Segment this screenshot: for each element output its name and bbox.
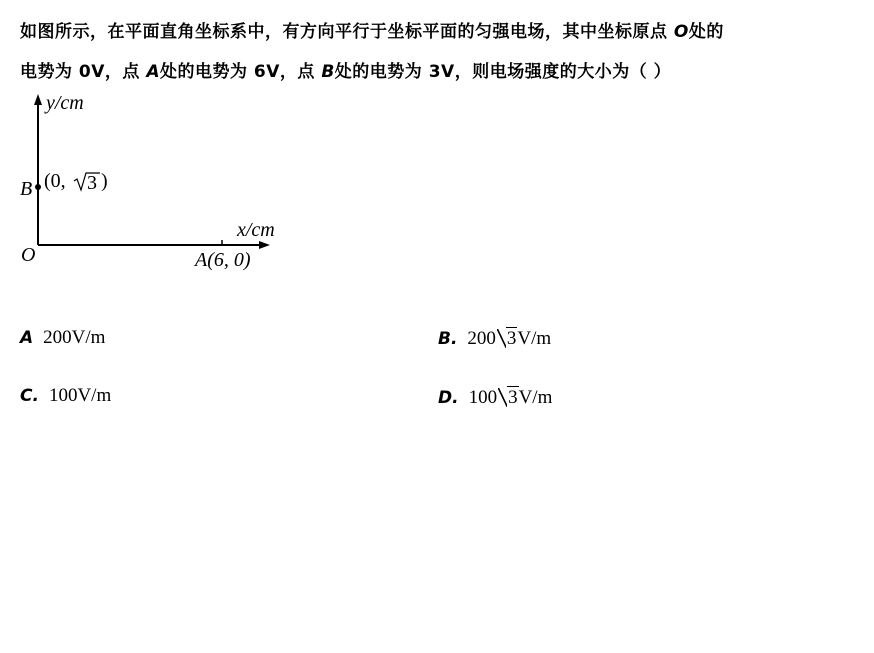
y-axis-arrow <box>34 94 42 105</box>
question-line-1 <box>20 12 860 52</box>
option-d-radicand: 3 <box>508 387 518 408</box>
option-d-suffix: V/m <box>518 387 553 408</box>
point-b-letter: B <box>321 62 335 82</box>
point-b-coord-right: ) <box>101 170 108 192</box>
y-axis-label: y/cm <box>46 92 84 114</box>
option-b[interactable] <box>438 328 551 350</box>
question-text <box>20 12 860 92</box>
option-d-sqrt <box>498 387 519 409</box>
option-d-letter: D. <box>438 388 459 408</box>
question-line-2-end: 处的电势为 3V，则电场强度的大小为（ ） <box>334 62 672 82</box>
point-b-label: B <box>20 178 33 200</box>
point-b-coord-radicand: 3 <box>87 172 97 194</box>
question-line-1-end: 处的 <box>688 22 724 42</box>
option-b-sqrt <box>497 328 518 350</box>
option-b-prefix: 200 <box>467 328 496 349</box>
x-axis-label: x/cm <box>237 219 275 241</box>
option-b-value <box>467 328 551 349</box>
option-b-radicand: 3 <box>506 328 517 349</box>
option-c-letter: C. <box>20 386 39 406</box>
question-line-2-start: 电势为 0V，点 <box>20 62 147 82</box>
point-a-label: A(6, 0) <box>195 249 251 271</box>
question-line-2 <box>20 52 860 92</box>
option-a[interactable] <box>20 327 105 349</box>
option-b-suffix: V/m <box>517 328 552 349</box>
question-line-1-start: 如图所示，在平面直角坐标系中，有方向平行于坐标平面的匀强电场，其中坐标原点 <box>20 22 674 42</box>
point-b-dot <box>35 184 41 190</box>
question-line-2-middle: 处的电势为 6V，点 <box>160 62 322 82</box>
origin-letter: O <box>673 22 689 42</box>
coordinate-figure <box>14 90 304 280</box>
option-c[interactable] <box>20 385 111 407</box>
option-d[interactable] <box>438 387 552 409</box>
point-a-letter: A <box>146 62 160 82</box>
point-b-coord-left: (0, <box>44 170 66 192</box>
option-c-value: 100V/m <box>48 385 112 406</box>
option-b-letter: B. <box>438 329 458 349</box>
x-axis-arrow <box>259 241 270 249</box>
option-d-prefix: 100 <box>468 387 498 408</box>
option-a-letter: A <box>20 328 34 348</box>
origin-label: O <box>21 244 36 266</box>
option-a-value: 200V/m <box>43 327 106 348</box>
option-d-value <box>469 387 553 408</box>
